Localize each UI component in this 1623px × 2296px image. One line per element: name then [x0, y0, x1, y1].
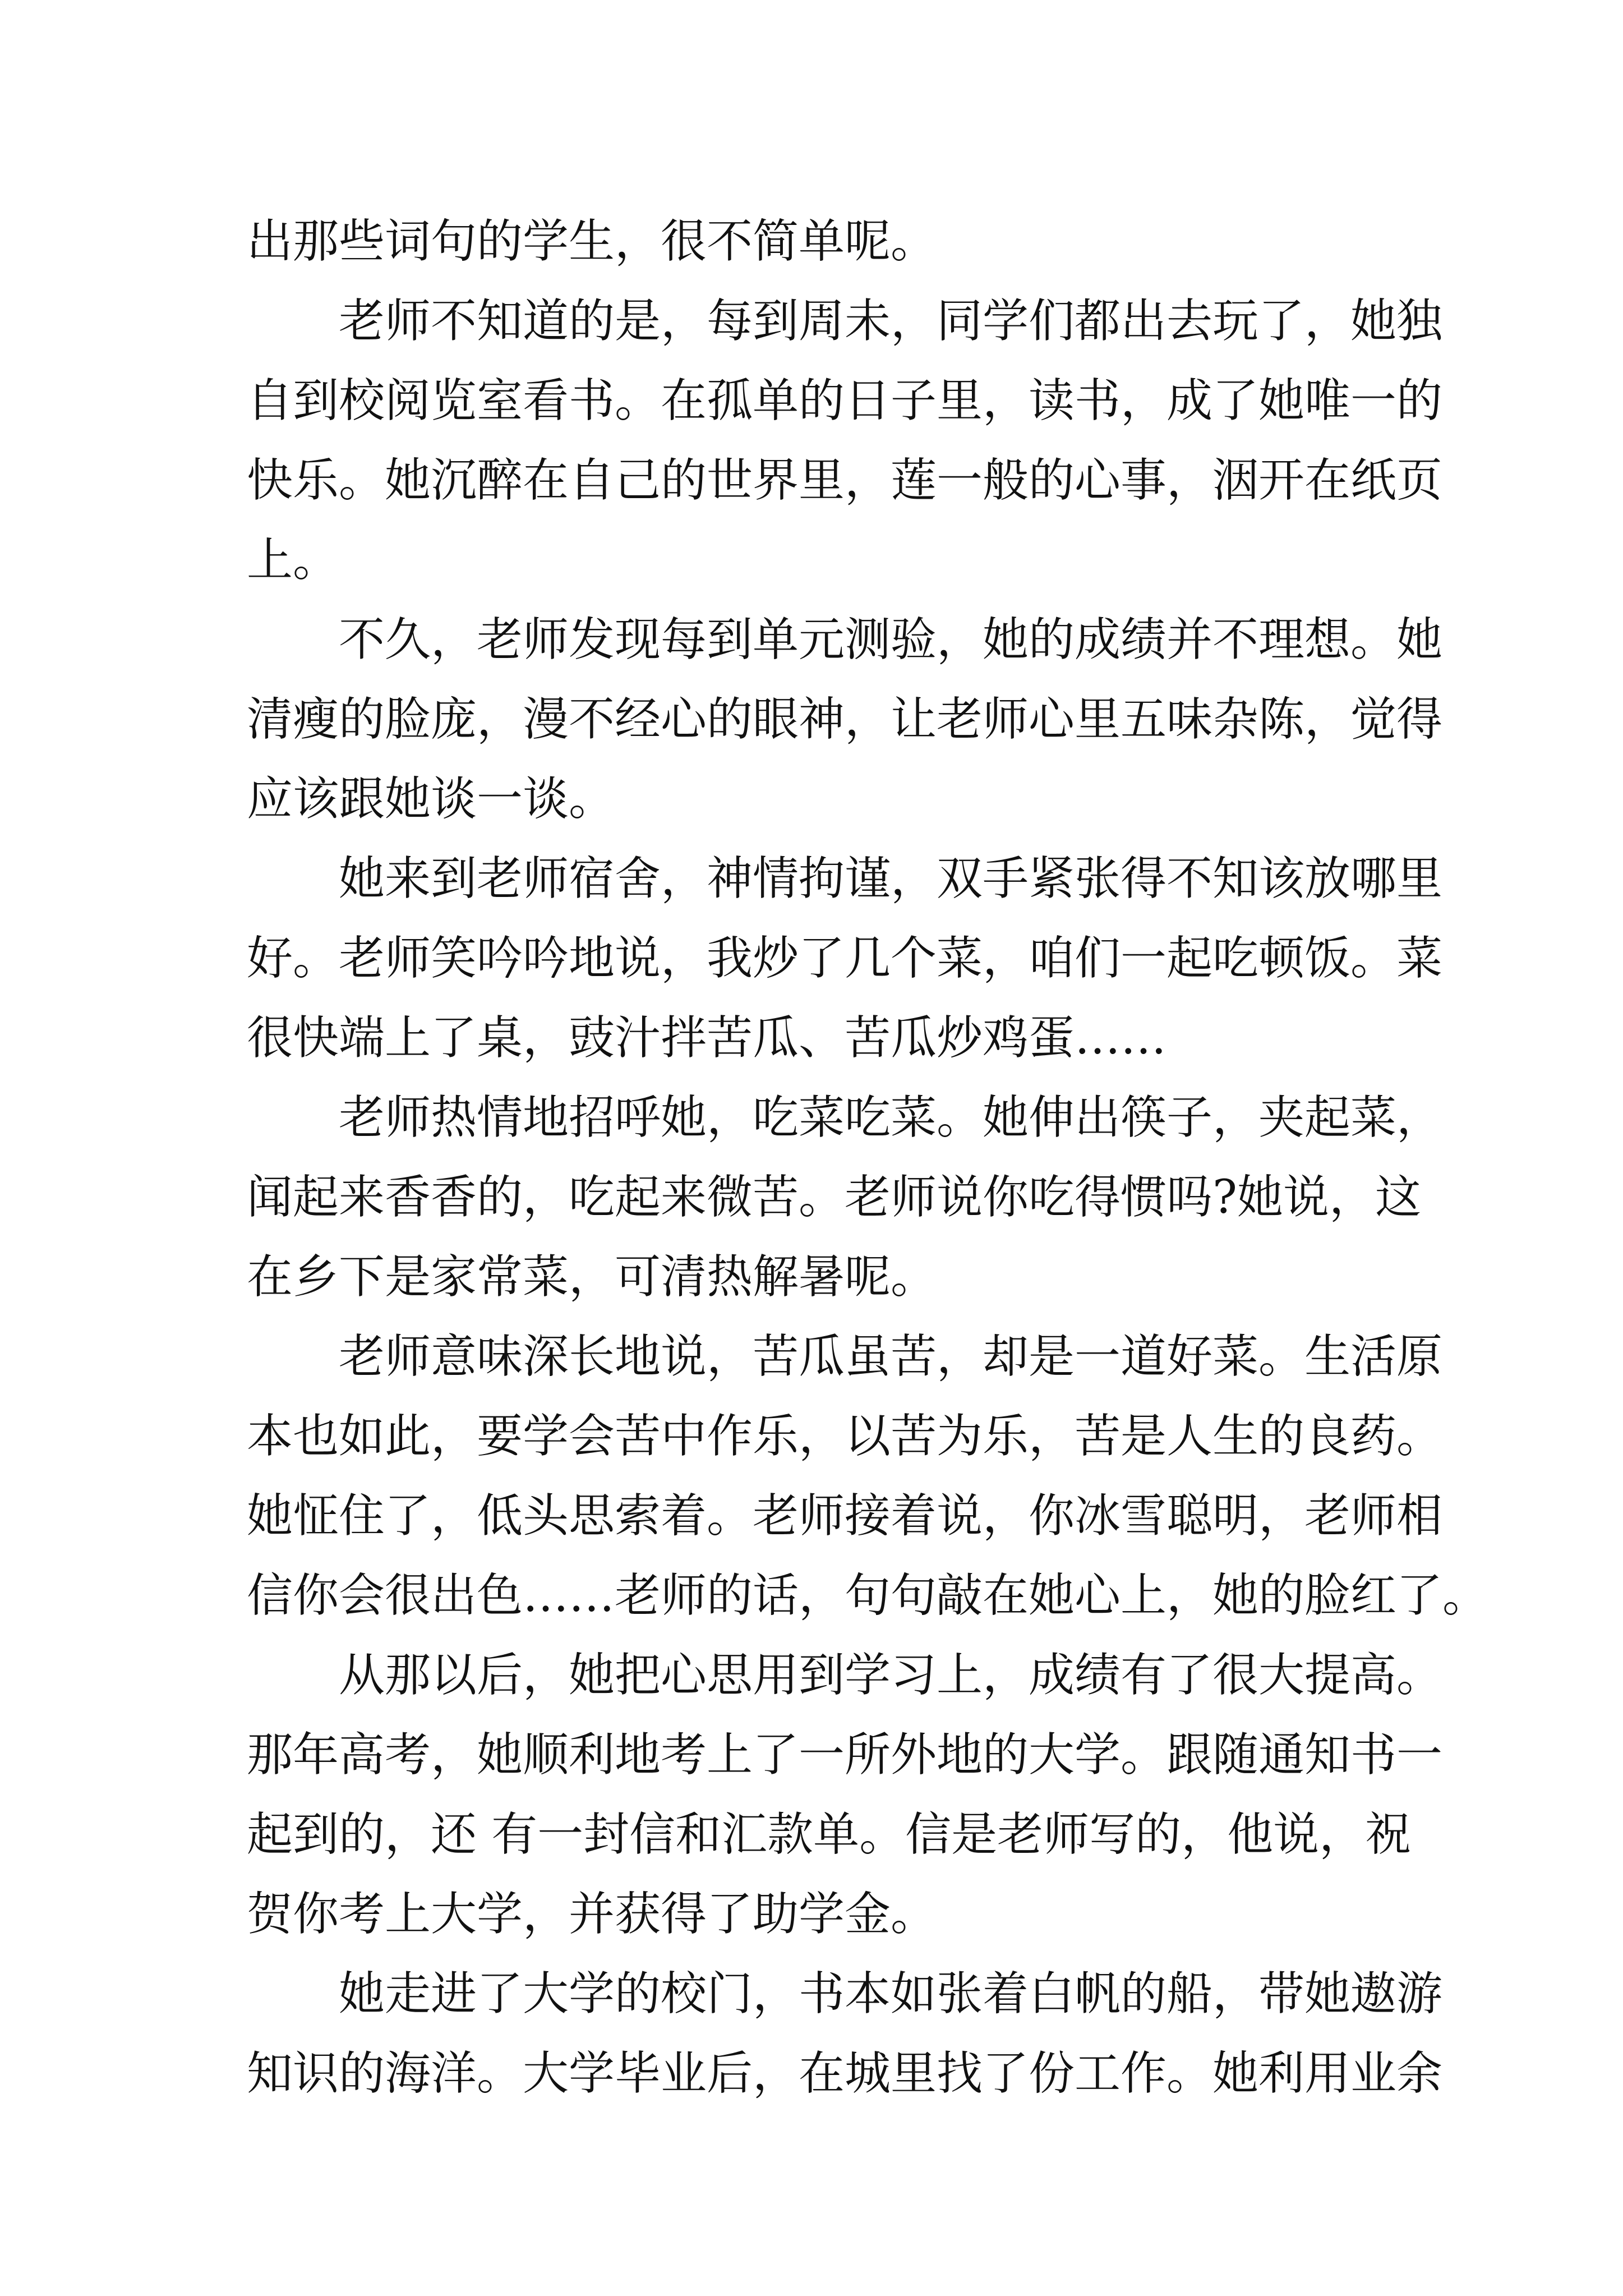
text-line: 很快端上了桌，豉汁拌苦瓜、苦瓜炒鸡蛋……	[247, 1011, 1167, 1065]
paragraph-first-line: 老师不知道的是，每到周未，同学们都出去玩了，她独	[339, 295, 1443, 348]
text-line: 信你会很出色……老师的话，句句敲在她心上，她的脸红了。	[247, 1569, 1489, 1622]
text-line: 自到校阅览室看书。在孤单的日子里，读书，成了她唯一的	[247, 374, 1443, 427]
paragraph-first-line: 她来到老师宿舍，神情拘谨，双手紧张得不知该放哪里	[339, 852, 1443, 905]
text-line: 起到的，还 有一封信和汇款单。信是老师写的，他说，祝	[247, 1808, 1412, 1861]
text-line: 贺你考上大学，并获得了助学金。	[247, 1888, 937, 1941]
text-line: 应该跟她谈一谈。	[247, 772, 615, 826]
text-line: 上。	[247, 533, 339, 587]
paragraph-first-line: 不久，老师发现每到单元测验，她的成绩并不理想。她	[339, 613, 1443, 666]
paragraph-first-line: 从那以后，她把心思用到学习上，成绩有了很大提高。	[339, 1649, 1443, 1702]
text-line: 出那些词句的学生，很不简单呢。	[247, 215, 937, 268]
text-line: 她怔住了，低头思索着。老师接着说，你冰雪聪明，老师相	[247, 1489, 1443, 1543]
paragraph-first-line: 老师热情地招呼她，吃菜吃菜。她伸出筷子，夹起菜，	[339, 1091, 1443, 1144]
text-line: 知识的海洋。大学毕业后，在城里找了份工作。她利用业余	[247, 2047, 1443, 2100]
text-line: 在乡下是家常菜，可清热解暑呢。	[247, 1250, 937, 1304]
text-line: 闻起来香香的，吃起来微苦。老师说你吃得惯吗?她说，这	[247, 1171, 1421, 1224]
paragraph-first-line: 老师意味深长地说，苦瓜虽苦，却是一道好菜。生活原	[339, 1330, 1443, 1383]
text-line: 本也如此，要学会苦中作乐，以苦为乐，苦是人生的良药。	[247, 1410, 1443, 1463]
paragraph-first-line: 她走进了大学的校门，书本如张着白帆的船，带她遨游	[339, 1967, 1443, 2021]
body-text	[247, 202, 1489, 2114]
text-line: 快乐。她沉醉在自己的世界里，莲一般的心事，洇开在纸页	[247, 454, 1443, 507]
text-line: 好。老师笑吟吟地说，我炒了几个菜，咱们一起吃顿饭。菜	[247, 932, 1443, 985]
text-line: 那年高考，她顺利地考上了一所外地的大学。跟随通知书一	[247, 1728, 1443, 1782]
text-line: 清瘦的脸庞，漫不经心的眼神，让老师心里五味杂陈，觉得	[247, 693, 1443, 746]
